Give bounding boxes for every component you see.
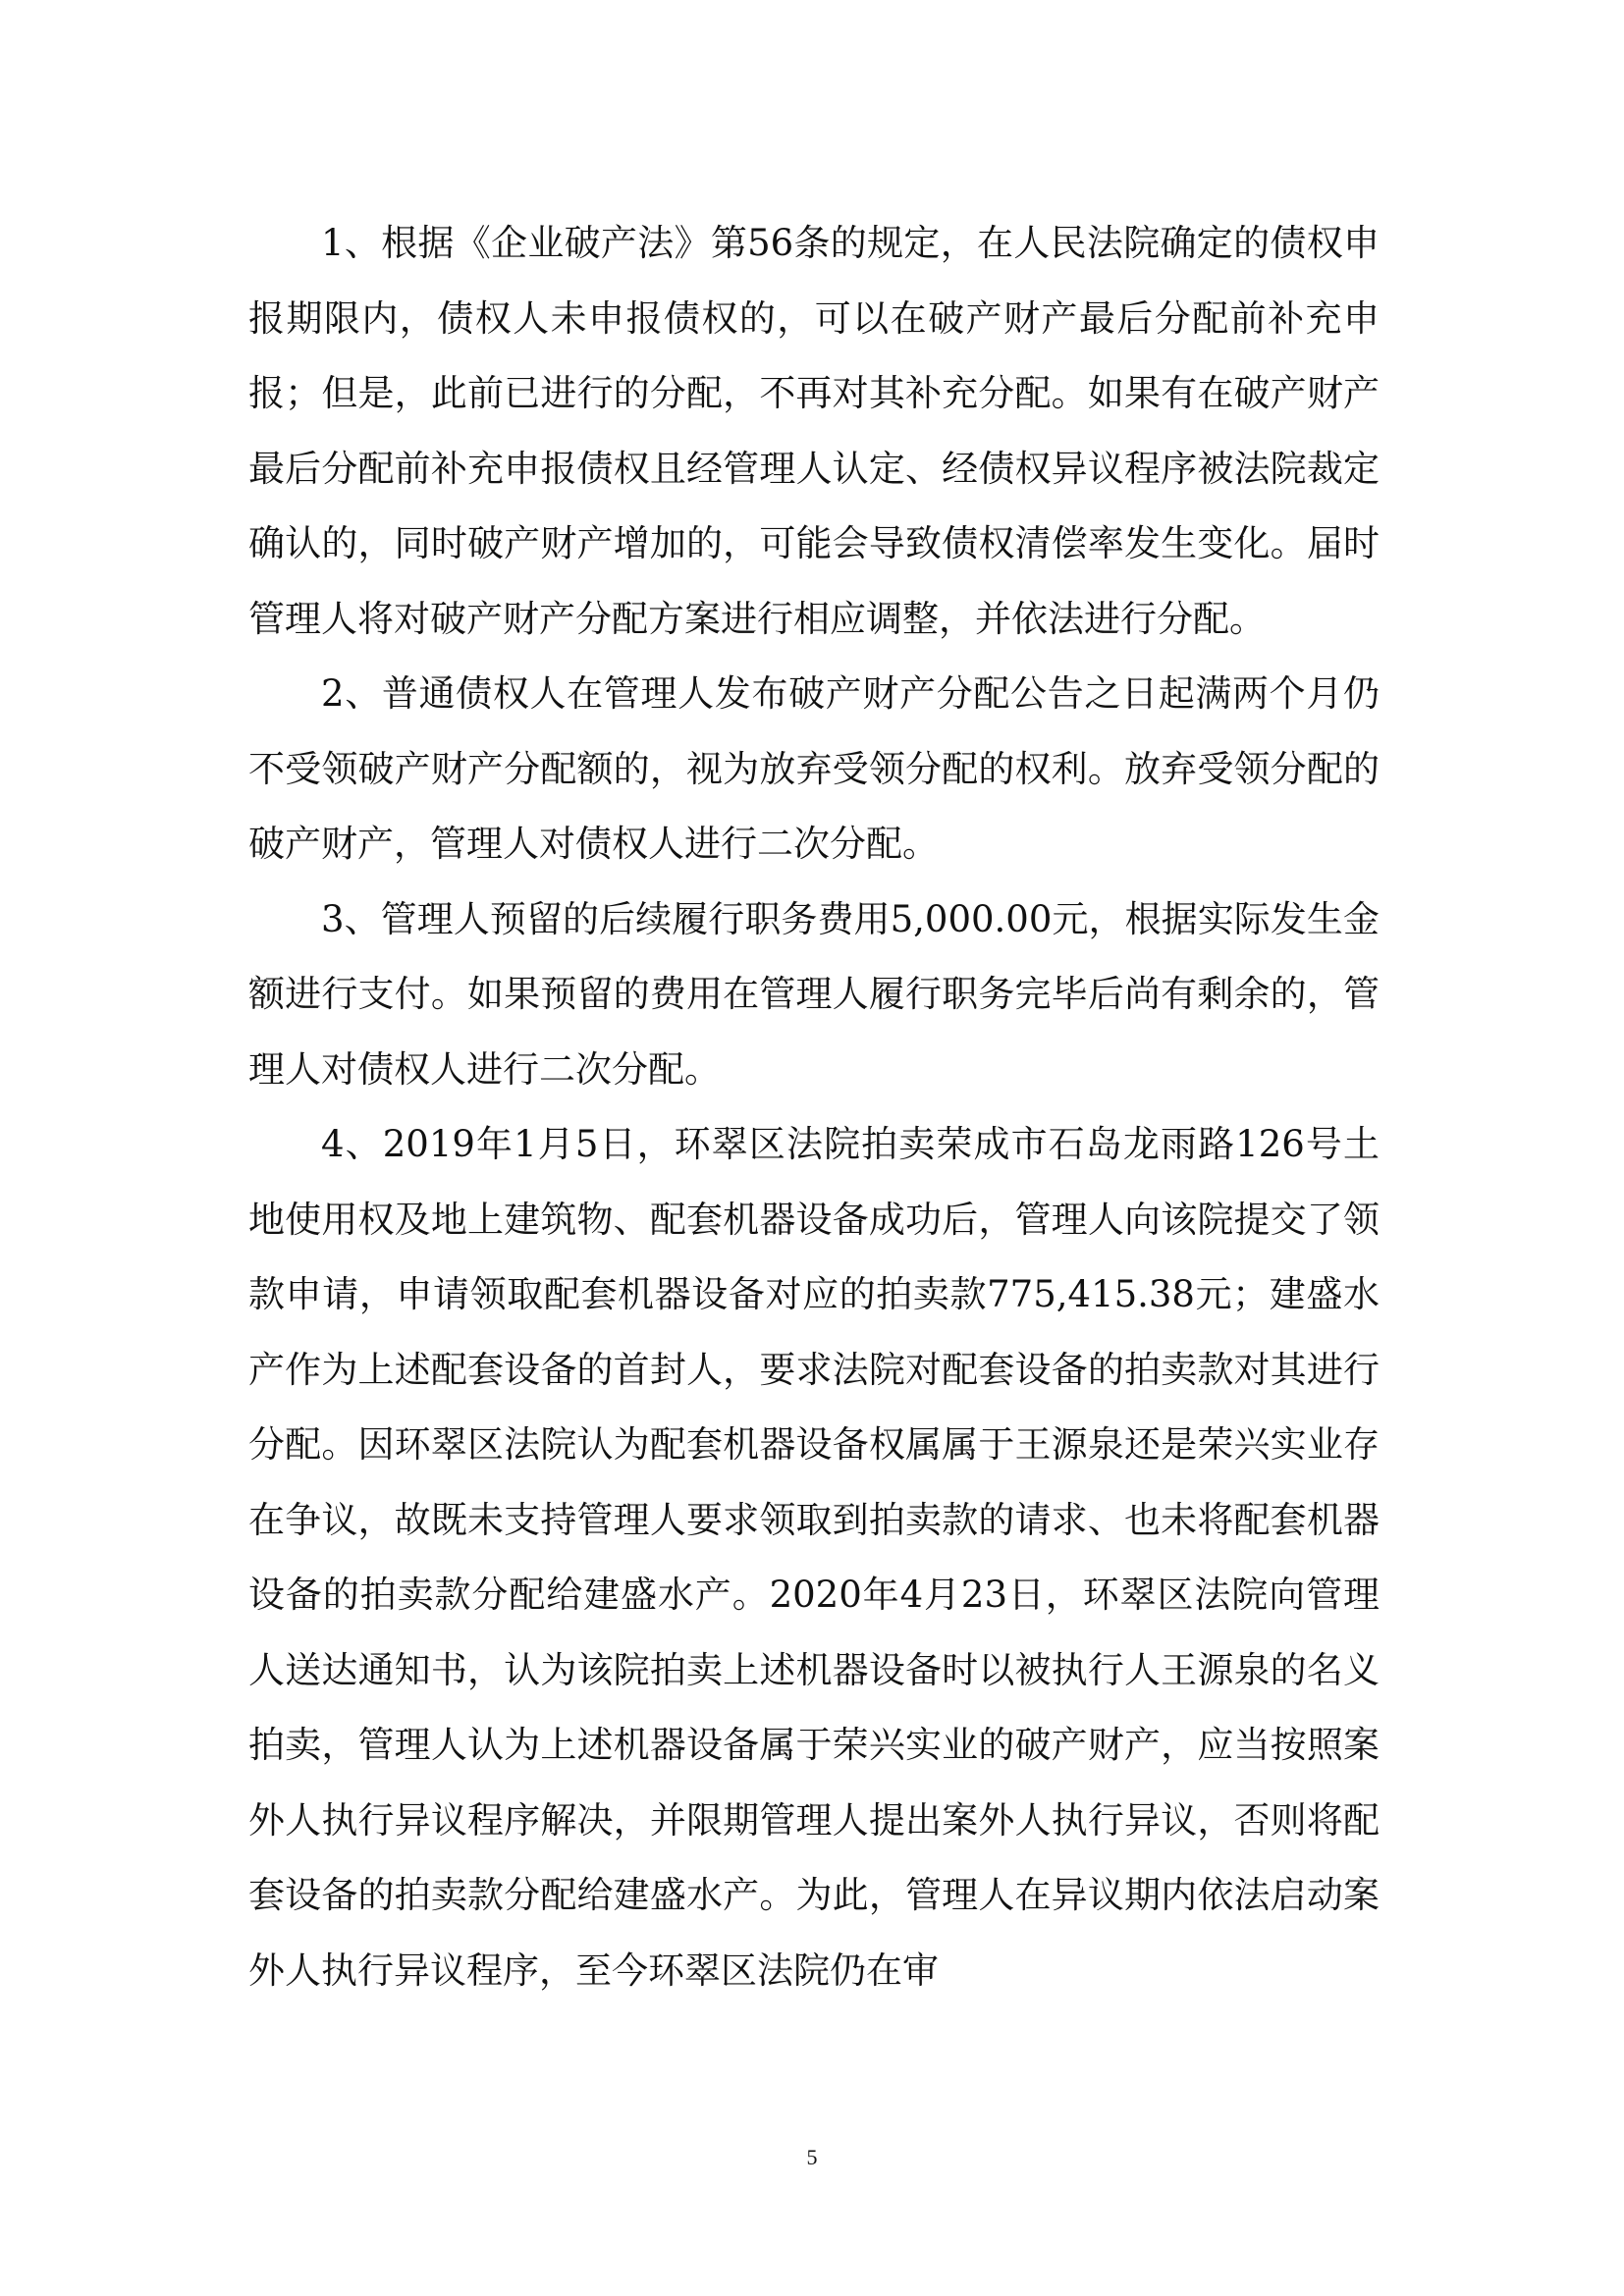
paragraph-3: 3、管理人预留的后续履行职务费用5,000.00元，根据实际发生金额进行支付。如果预留的费用在管理人履行职务完毕后尚有剩余的，管理人对债权人进行二次分配。 bbox=[248, 897, 1380, 1091]
document-body bbox=[248, 206, 1380, 2008]
paragraph-2: 2、普通债权人在管理人发布破产财产分配公告之日起满两个月仍不受领破产财产分配额的，视为放弃受领分配的权利。放弃受领分配的破产财产，管理人对债权人进行二次分配。 bbox=[248, 672, 1380, 865]
paragraph-1: 1、根据《企业破产法》第56条的规定，在人民法院确定的债权申报期限内，债权人未申报债权的，可以在破产财产最后分配前补充申报；但是，此前已进行的分配，不再对其补充分配。如果有在破产财产最后分配前补充申报债权且经管理人认定、经债权异议程序被法院裁定确认的，同时破产财产增加的，可能会导致债权清偿率发生变化。届时管理人将对破产财产分配方案进行相应调整，并依法进行分配。 bbox=[248, 222, 1380, 640]
paragraph-4: 4、2019年1月5日，环翠区法院拍卖荣成市石岛龙雨路126号土地使用权及地上建筑物、配套机器设备成功后，管理人向该院提交了领款申请，申请领取配套机器设备对应的拍卖款775,415.38元；建盛水产作为上述配套设备的首封人，要求法院对配套设备的拍卖款对其进行分配。因环翠区法院认为配套机器设备权属属于王源泉还是荣兴实业存在争议，故既未支持管理人要求领取到拍卖款的请求、也未将配套机器设备的拍卖款分配给建盛水产。2020年4月23日，环翠区法院向管理人送达通知书，认为该院拍卖上述机器设备时以被执行人王源泉的名义拍卖，管理人认为上述机器设备属于荣兴实业的破产财产，应当按照案外人执行异议程序解决，并限期管理人提出案外人执行异议，否则将配套设备的拍卖款分配给建盛水产。为此，管理人在异议期内依法启动案外人执行异议程序，至今环翠区法院仍在审 bbox=[248, 1123, 1380, 1992]
page-number: 5 bbox=[806, 2145, 818, 2169]
